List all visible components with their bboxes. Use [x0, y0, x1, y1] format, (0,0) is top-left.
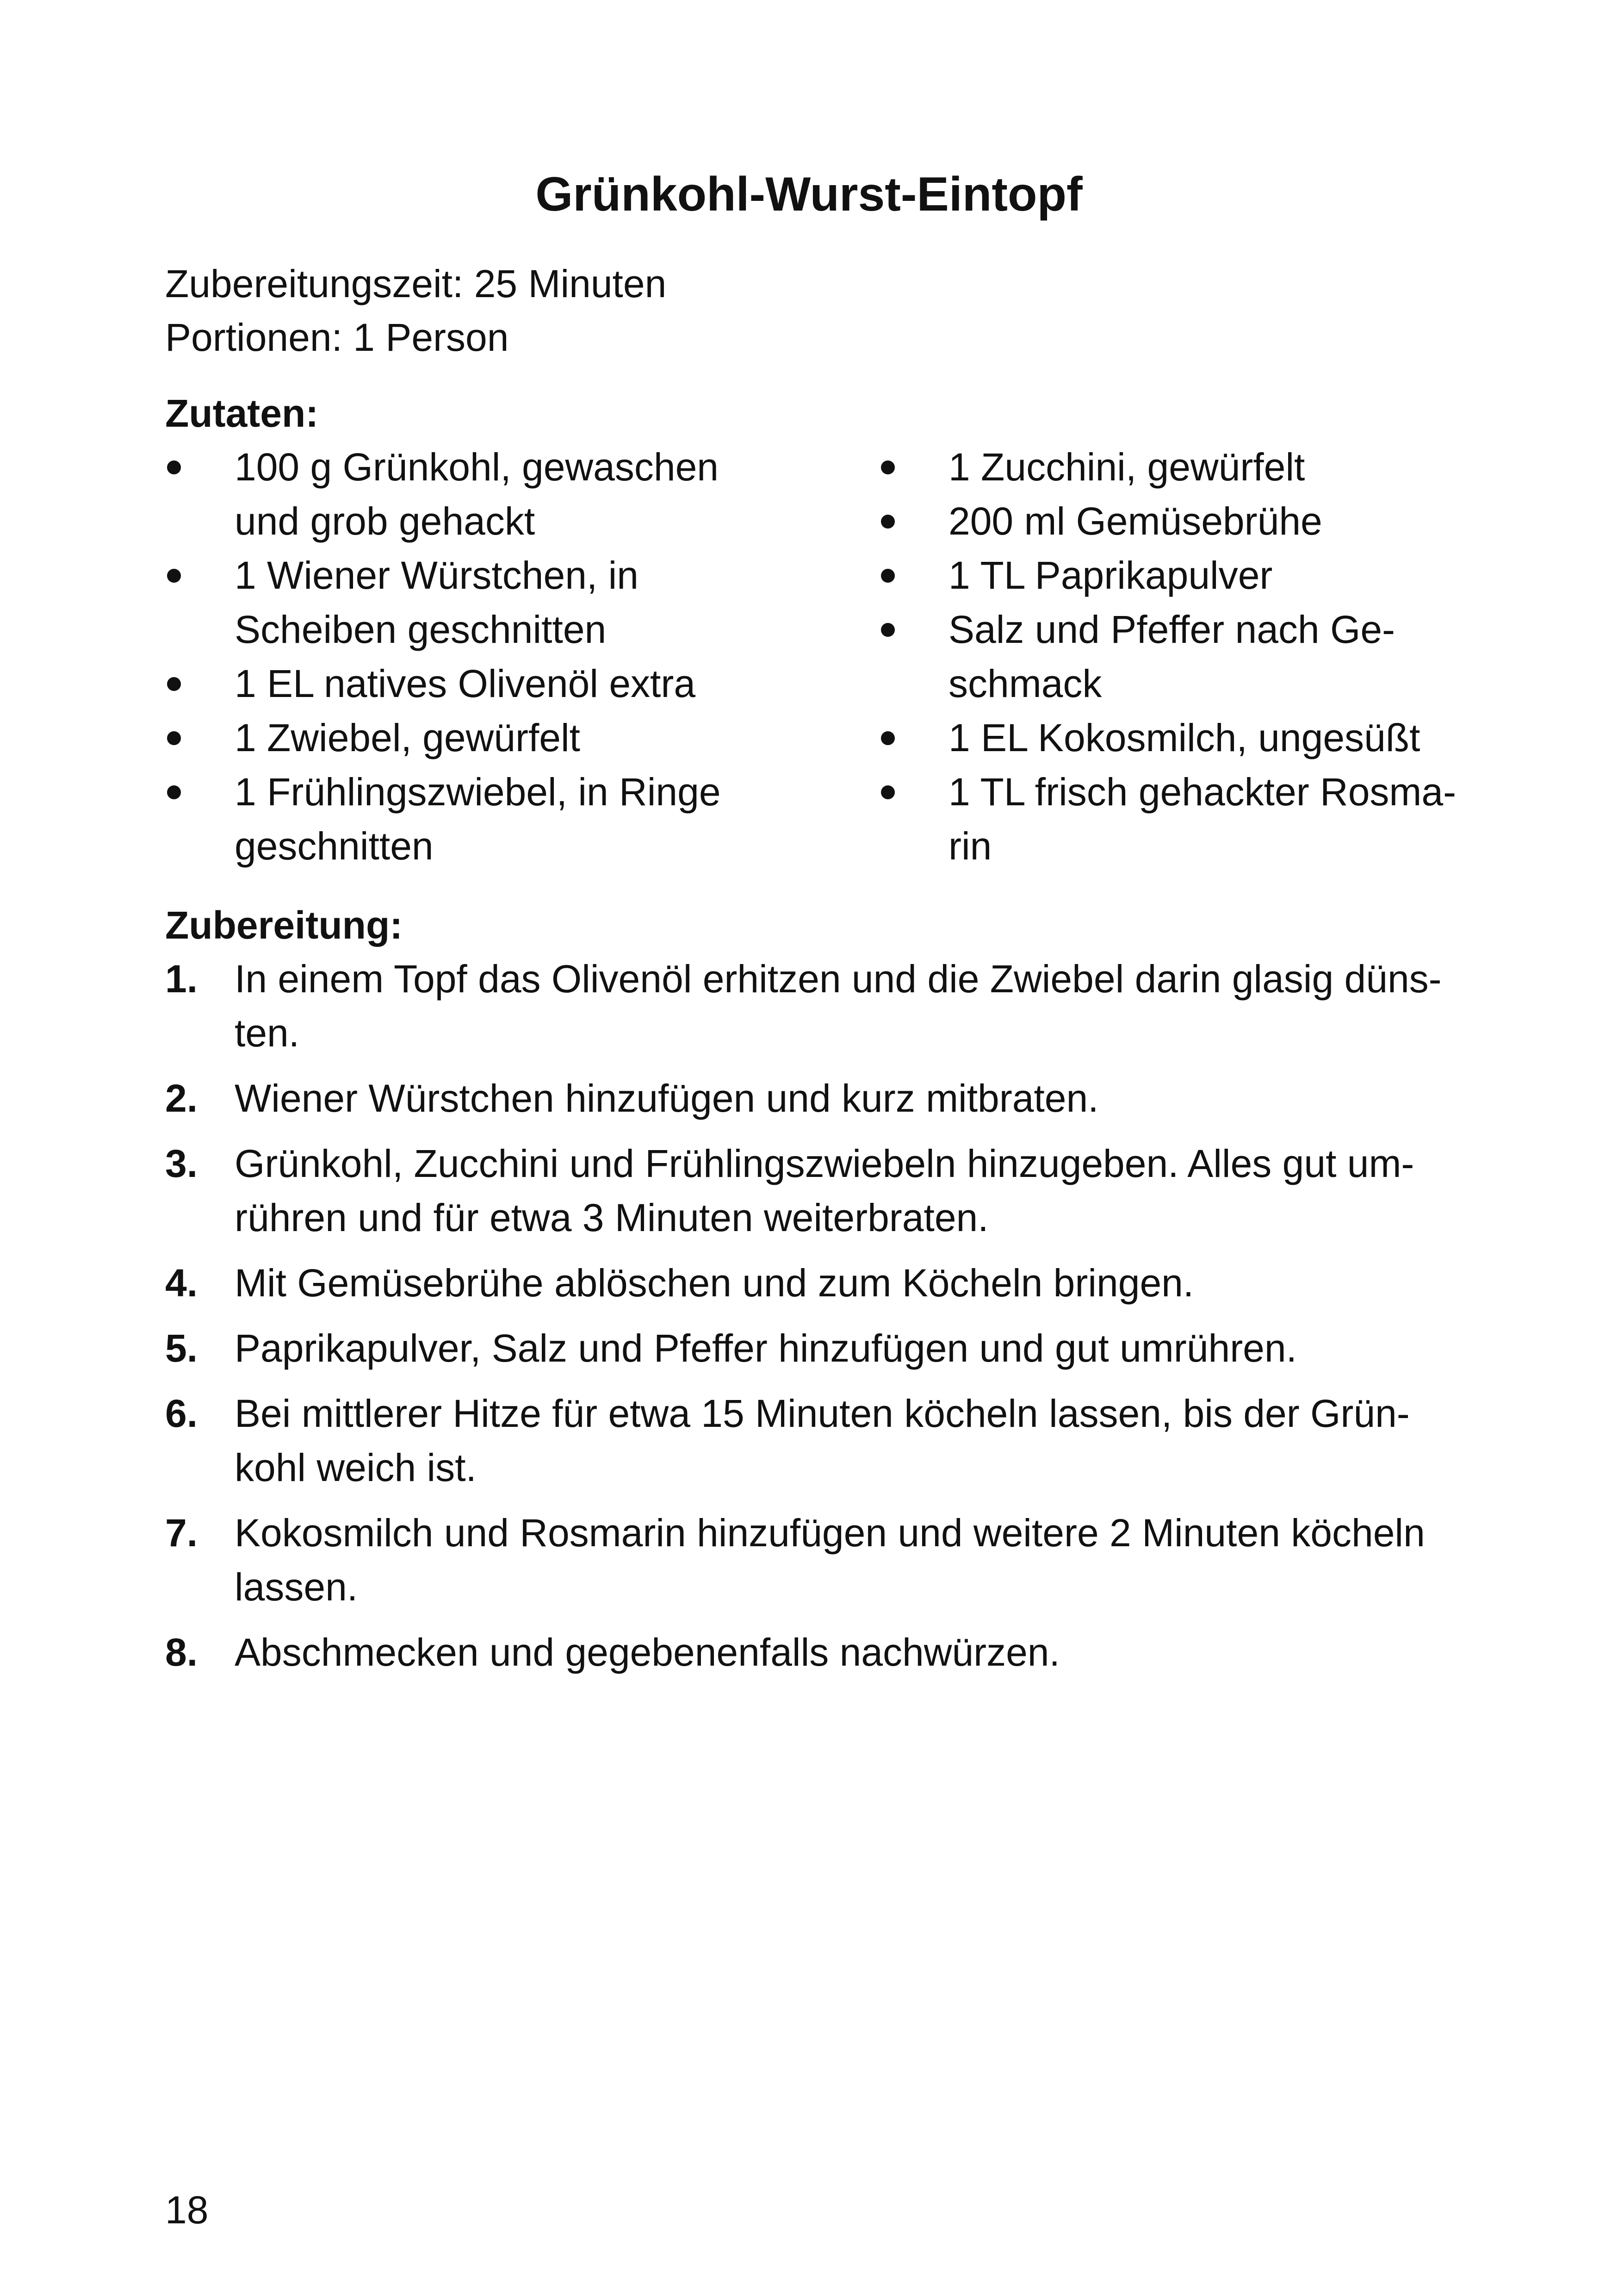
ingredient-item — [879, 711, 1481, 765]
ingredient-item — [879, 494, 1481, 548]
ingredients-list-right — [879, 440, 1481, 873]
step-text-line: Kokosmilch und Rosmarin hinzufügen und weitere 2 Minuten köcheln — [235, 1511, 1425, 1555]
ingredient-item — [879, 440, 1481, 494]
step-number: 7. — [165, 1511, 198, 1555]
ingredient-item — [879, 548, 1481, 603]
step-number: 8. — [165, 1630, 198, 1674]
step-text-line: Paprikapulver, Salz und Pfeffer hinzufügen und gut umrühren. — [235, 1326, 1297, 1370]
preparation-step — [165, 952, 1461, 1060]
ingredient-line: 1 Zwiebel, gewürfelt — [235, 716, 581, 759]
ingredient-line: 200 ml Gemüsebrühe — [948, 499, 1322, 543]
preparation-step — [165, 1256, 1461, 1310]
ingredient-line: schmack — [948, 662, 1102, 705]
ingredient-item — [165, 711, 887, 765]
step-text-line: Bei mittlerer Hitze für etwa 15 Minuten köcheln lassen, bis der Grün- — [235, 1392, 1410, 1435]
preparation-step — [165, 1137, 1461, 1245]
preparation-heading: Zubereitung: — [165, 903, 403, 947]
ingredients-list-left — [165, 440, 887, 873]
ingredient-item — [165, 440, 887, 548]
step-number: 5. — [165, 1326, 198, 1370]
ingredient-line: 1 TL frisch gehackter Rosma- — [948, 770, 1457, 814]
ingredient-line: 1 Frühlingszwiebel, in Ringe — [235, 770, 721, 814]
step-number: 4. — [165, 1261, 198, 1305]
ingredient-line: 1 TL Paprikapulver — [948, 554, 1273, 597]
ingredient-line: rin — [948, 824, 992, 868]
step-text-line: In einem Topf das Olivenöl erhitzen und die Zwiebel darin glasig düns- — [235, 957, 1442, 1001]
recipe-title: Grünkohl-Wurst-Eintopf — [535, 168, 1083, 221]
step-text-line: Mit Gemüsebrühe ablöschen und zum Köcheln bringen. — [235, 1261, 1194, 1305]
ingredient-line: und grob gehackt — [235, 499, 535, 543]
preparation-step — [165, 1625, 1461, 1680]
step-number: 1. — [165, 957, 198, 1001]
ingredient-item — [879, 603, 1481, 711]
page-number: 18 — [165, 2188, 209, 2232]
ingredient-line: Salz und Pfeffer nach Ge- — [948, 608, 1395, 651]
preparation-step — [165, 1387, 1461, 1495]
servings: Portionen: 1 Person — [165, 316, 509, 359]
step-text-line: lassen. — [235, 1565, 358, 1609]
ingredient-item — [165, 657, 887, 711]
step-number: 6. — [165, 1392, 198, 1435]
ingredient-line: 1 Zucchini, gewürfelt — [948, 445, 1305, 489]
ingredient-line: 1 Wiener Würstchen, in — [235, 554, 639, 597]
ingredient-line: Scheiben geschnitten — [235, 608, 607, 651]
step-number: 2. — [165, 1076, 198, 1120]
step-text-line: Wiener Würstchen hinzufügen und kurz mitbraten. — [235, 1076, 1099, 1120]
recipe-meta — [165, 257, 666, 364]
ingredient-item — [165, 765, 887, 873]
preparation-steps — [165, 952, 1461, 1691]
step-text-line: ten. — [235, 1011, 300, 1055]
preparation-step — [165, 1321, 1461, 1375]
prep-time: Zubereitungszeit: 25 Minuten — [165, 262, 667, 305]
step-text-line: Abschmecken und gegebenenfalls nachwürzen. — [235, 1630, 1060, 1674]
step-text-line: rühren und für etwa 3 Minuten weiterbraten. — [235, 1196, 989, 1239]
step-text-line: Grünkohl, Zucchini und Frühlingszwiebeln hinzugeben. Alles gut um- — [235, 1142, 1414, 1185]
ingredients-heading: Zutaten: — [165, 392, 319, 435]
ingredient-line: 1 EL Kokosmilch, ungesüßt — [948, 716, 1420, 759]
preparation-step — [165, 1506, 1461, 1614]
ingredient-line: 100 g Grünkohl, gewaschen — [235, 445, 719, 489]
step-text-line: kohl weich ist. — [235, 1446, 477, 1489]
ingredient-item — [165, 548, 887, 657]
ingredient-line: 1 EL natives Olivenöl extra — [235, 662, 696, 705]
ingredient-line: geschnitten — [235, 824, 434, 868]
step-number: 3. — [165, 1142, 198, 1185]
ingredient-item — [879, 765, 1481, 873]
preparation-step — [165, 1071, 1461, 1126]
